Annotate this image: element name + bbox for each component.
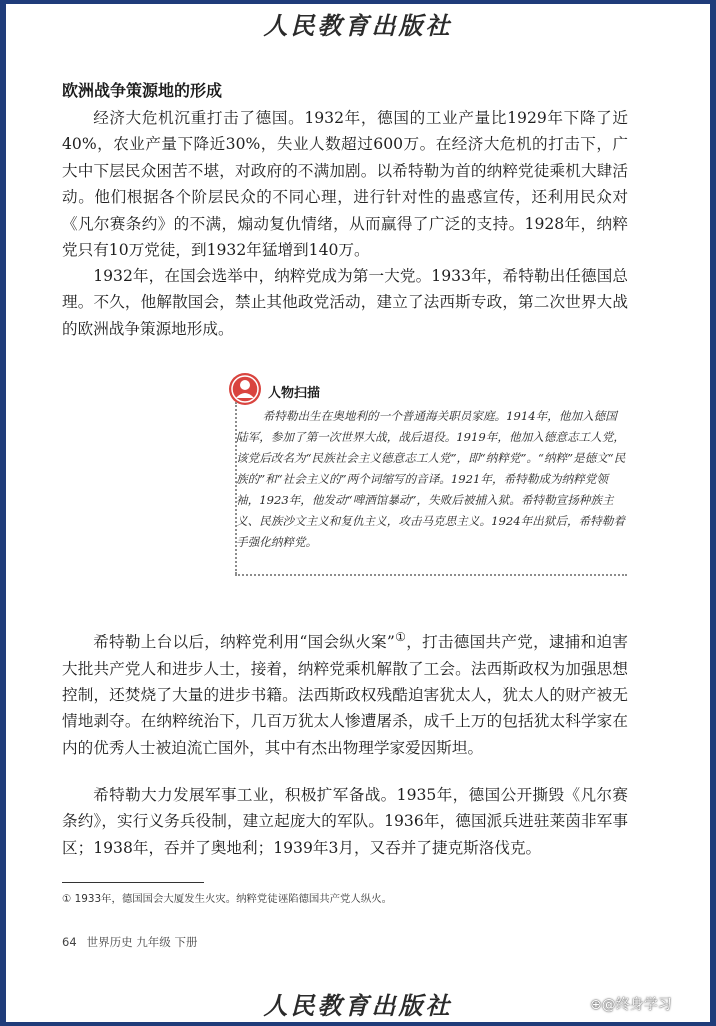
section-title: 欧洲战争策源地的形成 (62, 81, 223, 100)
paragraph-persecution (62, 624, 628, 761)
box-divider-horizontal (235, 574, 627, 576)
watermark: ⊕@终身学习 (590, 997, 672, 1013)
paragraph-text: 希特勒上台以后，纳粹党利用“国会纵火案” (93, 633, 395, 652)
page-folio (62, 934, 197, 950)
character-profile-box (228, 368, 628, 578)
box-body: 希特勒出生在奥地利的一个普通海关职员家庭。1914年，他加入德国陆军，参加了第一次世界大战，战后退役。1919年，他加入德意志工人党，该党后改名为“民族社会主义德意志工人党”，即“纳粹党”。“纳粹”是德文“民族的”和“社会主义的”两个词缩写的音译。1921年，希特勒成为纳粹党领袖，1923年，他发动“啤酒馆暴动”，失败后被捕入狱。希特勒宣扬种族主义、民族沙文主义和复仇主义，攻击马克思主义。1924年出狱后，希特勒着手强化纳粹党。 (236, 409, 626, 549)
publisher-header: 人民教育出版社 (263, 11, 453, 40)
paragraph-text: ，打击德国共产党，逮捕和迫害大批共产党人和进步人士，接着，纳粹党乘机解散了工会。法西斯政权为加强思想控制，还焚烧了大量的进步书籍。法西斯政权残酷迫害犹太人，犹太人的财产被无情地剥夺。在纳粹统治下，几百万犹太人惨遭屠杀，成千上万的包括犹太科学家在内的优秀人士被迫流亡国外，其中有杰出物理学家爱因斯坦。 (62, 633, 628, 757)
footnote-marker[interactable]: ① (394, 630, 407, 644)
footnote-divider (62, 882, 204, 883)
box-title: 人物扫描 (268, 386, 321, 401)
page-number: 64 (62, 935, 77, 949)
textbook-page (6, 4, 710, 1022)
person-icon (228, 372, 262, 406)
paragraph-rearmament: 希特勒大力发展军事工业，积极扩军备战。1935年，德国公开撕毁《凡尔赛条约》，实行义务兵役制，建立起庞大的军队。1936年，德国派兵进驻莱茵非军事区；1938年，吞并了奥地利；1939年3月，又吞并了捷克斯洛伐克。 (62, 786, 628, 857)
book-title: 世界历史 九年级 下册 (86, 935, 198, 949)
paragraph-nazi-rise: 1932年，在国会选举中，纳粹党成为第一大党。1933年，希特勒出任德国总理。不久，他解散国会，禁止其他政党活动，建立了法西斯专政，第二次世界大战的欧洲战争策源地形成。 (62, 267, 628, 338)
publisher-footer: 人民教育出版社 (263, 991, 453, 1020)
paragraph-economic-crisis: 经济大危机沉重打击了德国。1932年，德国的工业产量比1929年下降了近40%，农业产量下降近30%，失业人数超过600万。在经济大危机的打击下，广大中下层民众困苦不堪，对政府的不满加剧。以希特勒为首的纳粹党徒乘机大肆活动。他们根据各个阶层民众的不同心理，进行针对性的蛊惑宣传，还利用民众对《凡尔赛条约》的不满，煽动复仇情绪，从而赢得了广泛的支持。1928年，纳粹党只有10万党徒，到1932年猛增到140万。 (62, 109, 628, 260)
footnote: ① 1933年，德国国会大厦发生火灾。纳粹党徒诬陷德国共产党人纵火。 (62, 893, 392, 905)
